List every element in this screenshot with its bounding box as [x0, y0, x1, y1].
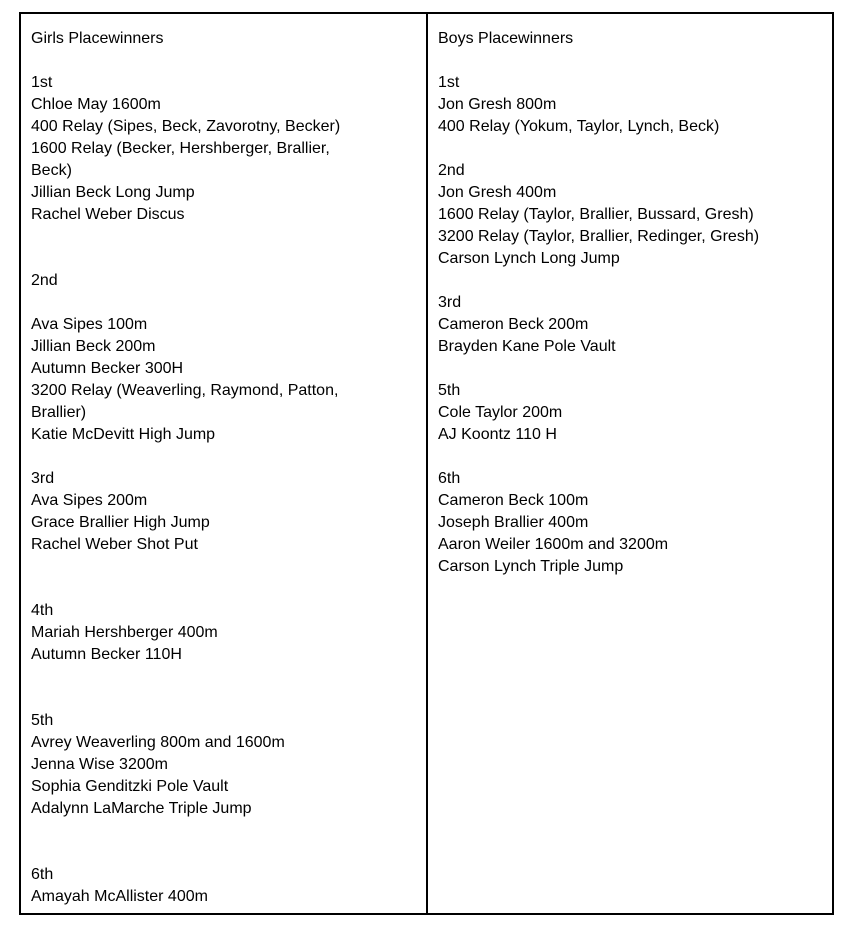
spacer — [31, 666, 416, 710]
boys-group-3rd — [438, 292, 822, 358]
spacer — [438, 358, 822, 380]
placewinners-table — [19, 12, 834, 915]
spacer — [31, 226, 416, 270]
result-line: Carson Lynch Triple Jump — [438, 558, 624, 575]
result-line: Jon Gresh 800m — [438, 96, 557, 113]
girls-group-6th — [31, 864, 416, 908]
place-heading: 6th — [31, 866, 54, 883]
boys-group-5th — [438, 380, 822, 446]
boys-group-6th — [438, 468, 822, 578]
result-line: Chloe May 1600m — [31, 96, 161, 113]
spacer — [31, 292, 416, 314]
result-line: Katie McDevitt High Jump — [31, 426, 216, 443]
place-heading: 1st — [438, 74, 460, 91]
girls-group-4th — [31, 600, 416, 666]
result-line: 400 Relay (Yokum, Taylor, Lynch, Beck) — [438, 118, 720, 135]
place-heading: 1st — [31, 74, 53, 91]
girls-group-3rd — [31, 468, 416, 556]
result-line: Autumn Becker 300H — [31, 360, 184, 377]
result-line: Mariah Hershberger 400m — [31, 624, 218, 641]
result-line: Ava Sipes 200m — [31, 492, 148, 509]
spacer — [438, 446, 822, 468]
result-line: Avrey Weaverling 800m and 1600m — [31, 734, 285, 751]
result-line: 400 Relay (Sipes, Beck, Zavorotny, Becker) — [31, 118, 341, 135]
result-line: Brallier) — [31, 404, 87, 421]
result-line: Brayden Kane Pole Vault — [438, 338, 616, 355]
result-line: AJ Koontz 110 H — [438, 426, 557, 443]
boys-column — [428, 14, 832, 913]
spacer — [438, 138, 822, 160]
result-line: Adalynn LaMarche Triple Jump — [31, 800, 252, 817]
result-line: Grace Brallier High Jump — [31, 514, 210, 531]
place-heading: 2nd — [31, 272, 58, 289]
place-heading: 6th — [438, 470, 461, 487]
result-line: 1600 Relay (Taylor, Brallier, Bussard, Gresh) — [438, 206, 754, 223]
boys-group-2nd — [438, 160, 822, 270]
spacer — [31, 446, 416, 468]
girls-column — [21, 14, 428, 913]
result-line: Jillian Beck 200m — [31, 338, 156, 355]
spacer — [438, 270, 822, 292]
place-heading: 4th — [31, 602, 54, 619]
girls-title: Girls Placewinners — [31, 30, 164, 47]
place-heading: 3rd — [31, 470, 55, 487]
place-heading: 2nd — [438, 162, 465, 179]
result-line: Cole Taylor 200m — [438, 404, 563, 421]
result-line: Jillian Beck Long Jump — [31, 184, 195, 201]
result-line: Autumn Becker 110H — [31, 646, 182, 663]
result-line: Carson Lynch Long Jump — [438, 250, 620, 267]
result-line: Jon Gresh 400m — [438, 184, 557, 201]
spacer — [31, 556, 416, 600]
result-line: Jenna Wise 3200m — [31, 756, 168, 773]
result-line: Cameron Beck 200m — [438, 316, 589, 333]
place-heading: 3rd — [438, 294, 462, 311]
spacer — [31, 820, 416, 864]
girls-group-2nd — [31, 270, 416, 446]
girls-group-1st — [31, 72, 416, 226]
girls-group-5th — [31, 710, 416, 820]
result-line: Beck) — [31, 162, 72, 179]
result-line: Sophia Genditzki Pole Vault — [31, 778, 229, 795]
place-heading: 5th — [31, 712, 54, 729]
boys-group-1st — [438, 72, 822, 138]
place-heading: 5th — [438, 382, 461, 399]
result-line: 1600 Relay (Becker, Hershberger, Brallier, — [31, 140, 330, 157]
result-line: Cameron Beck 100m — [438, 492, 589, 509]
result-line: 3200 Relay (Taylor, Brallier, Redinger, Gresh) — [438, 228, 760, 245]
result-line: Rachel Weber Discus — [31, 206, 185, 223]
boys-title: Boys Placewinners — [438, 30, 574, 47]
result-line: 3200 Relay (Weaverling, Raymond, Patton, — [31, 382, 339, 399]
result-line: Aaron Weiler 1600m and 3200m — [438, 536, 669, 553]
result-line: Joseph Brallier 400m — [438, 514, 589, 531]
result-line: Amayah McAllister 400m — [31, 888, 208, 905]
result-line: Rachel Weber Shot Put — [31, 536, 198, 553]
result-line: Ava Sipes 100m — [31, 316, 148, 333]
